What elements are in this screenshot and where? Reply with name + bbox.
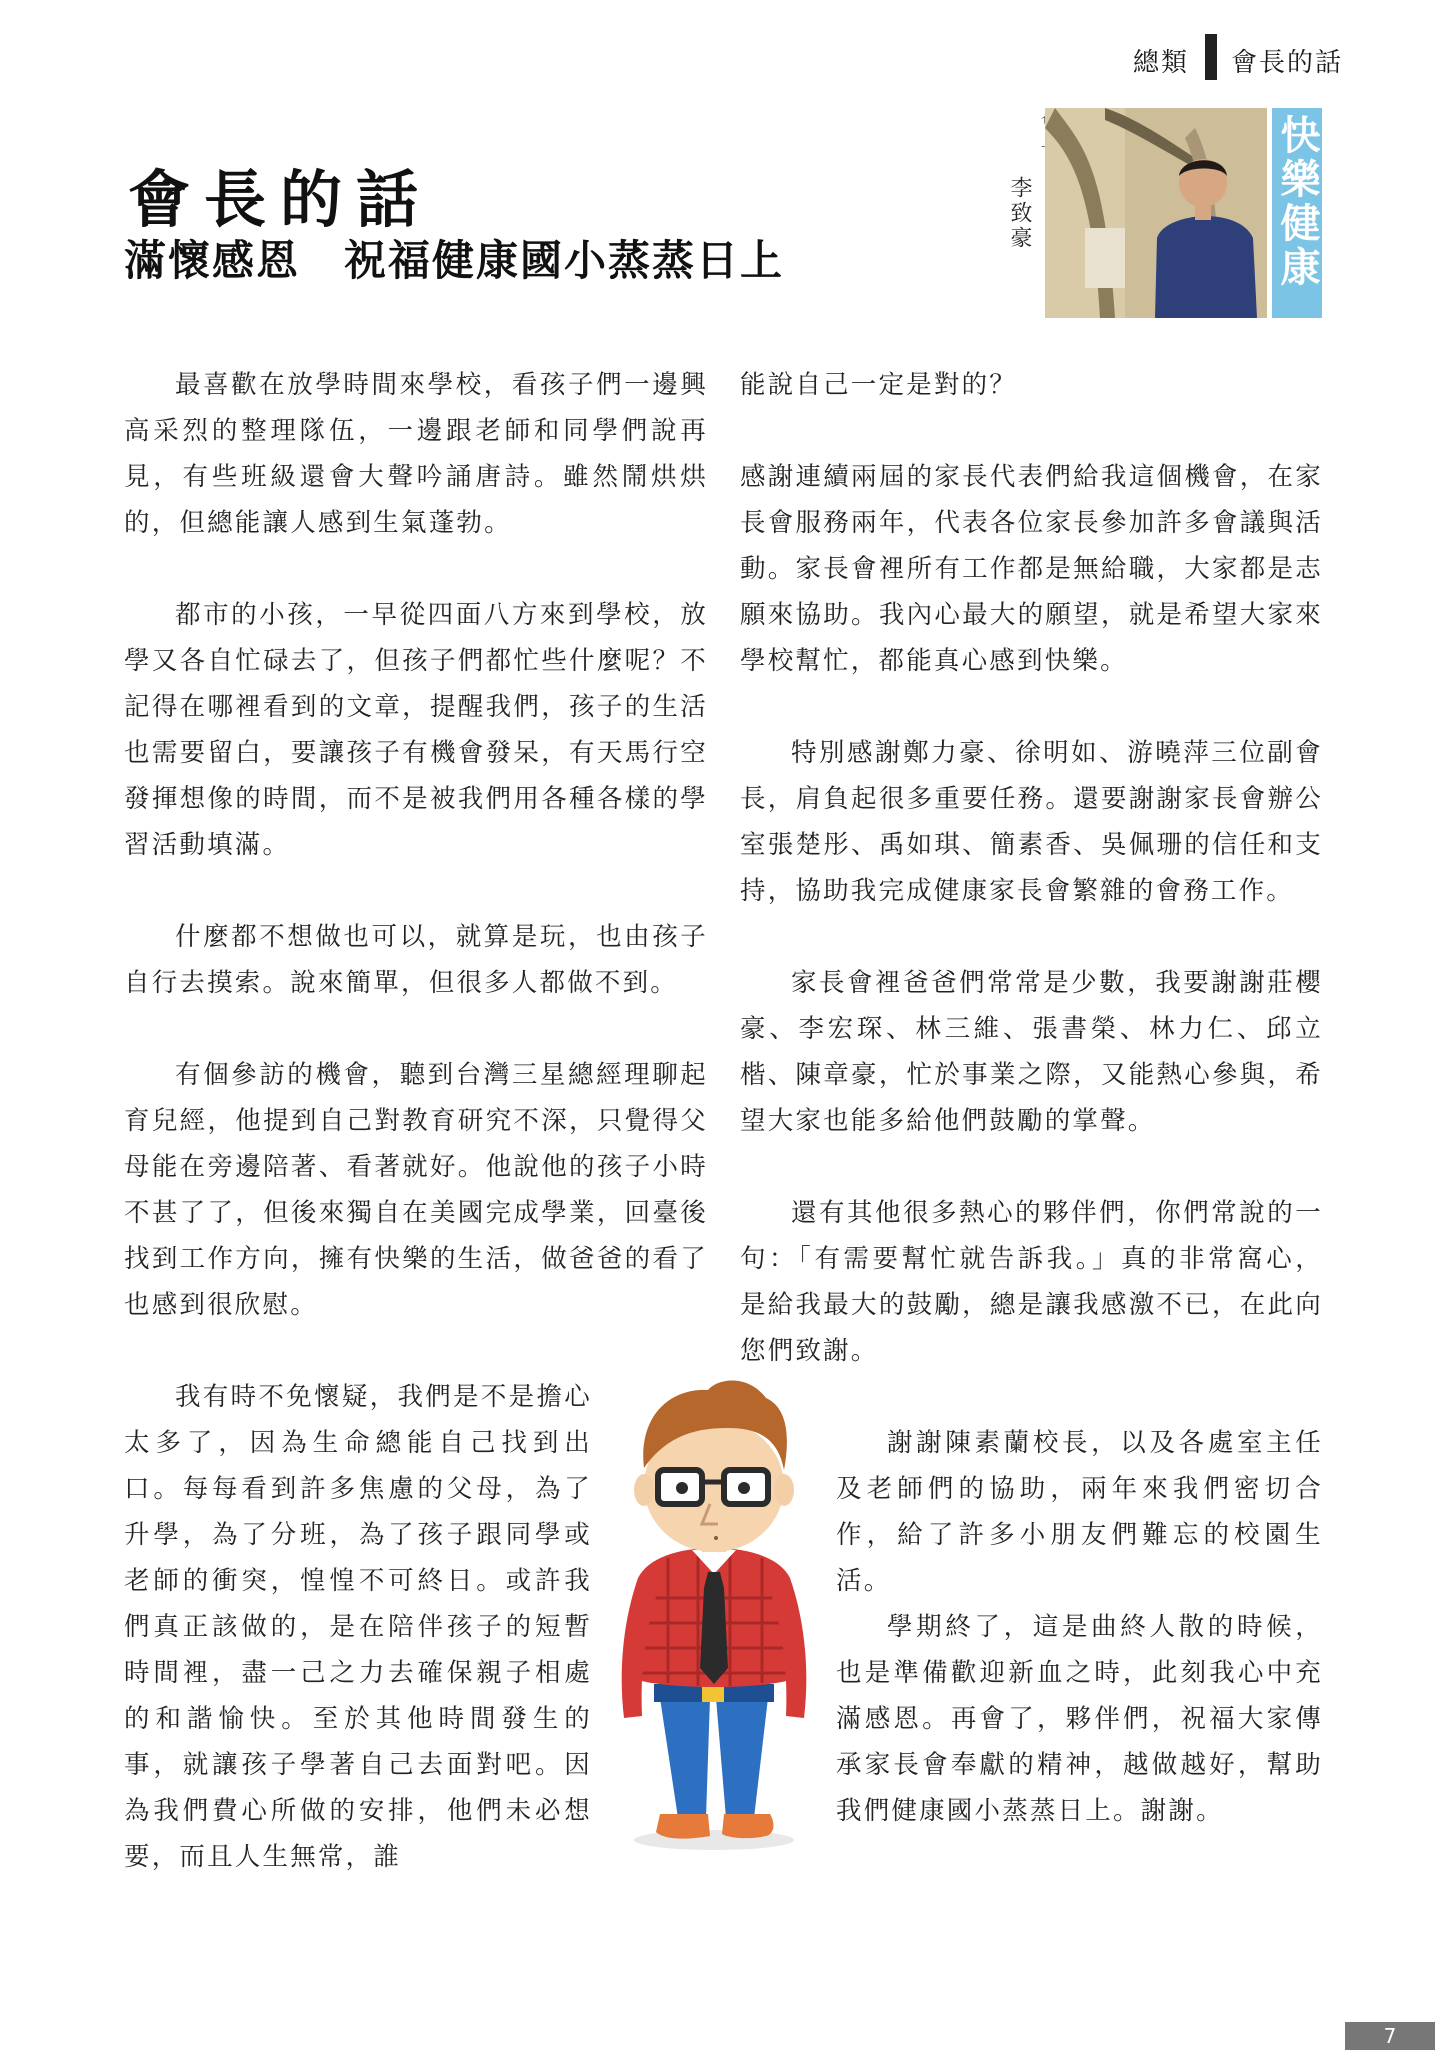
left-paragraph-2: 都市的小孩，一早從四面八方來到學校，放學又各自忙碌去了，但孩子們都忙些什麼呢？不記得在哪裡看到的文章，提醒我們，孩子的生活也需要留白，要讓孩子有機會發呆，有天馬行空發揮想像的時間，而不是被我們用各種各樣的學習活動填滿。 [124,600,708,860]
left-paragraph-5: 我有時不免懷疑，我們是不是擔心太多了，因為生命總能自己找到出口。每每看到許多焦慮的父母，為了升學，為了分班，為了孩子跟同學或老師的衝突，惶惶不可終日。或許我們真正該做的，是在陪伴孩子的短暫時間裡，盡一己之力去確保親子相處的和諧愉快。至於其他時間發生的事，就讓孩子學著自己去面對吧。因為我們費心所做的安排，他們未必想要，而且人生無常，誰 [124,1382,592,1872]
header-divider-bar [1205,34,1217,80]
author-name: 李致豪 [1007,176,1032,251]
right-paragraph-4: 家長會裡爸爸們常常是少數，我要謝謝莊櫻豪、李宏琛、林三維、張書榮、林力仁、邱立楷、陳章豪，忙於事業之際，又能熱心參與，希望大家也能多給他們鼓勵的掌聲。 [740,968,1323,1136]
left-paragraph-4: 有個參訪的機會，聽到台灣三星總經理聊起育兒經，他提到自己對教育研究不深，只覺得父母能在旁邊陪著、看著就好。他說他的孩子小時不甚了了，但後來獨自在美國完成學業，回臺後找到工作方向，擁有快樂的生活，做爸爸的看了也感到很欣慰。 [124,1060,708,1320]
left-paragraph-3: 什麼都不想做也可以，就算是玩，也由孩子自行去摸索。說來簡單，但很多人都做不到。 [124,922,708,998]
right-paragraph-6: 謝謝陳素蘭校長，以及各處室主任及老師們的協助，兩年來我們密切合作，給了許多小朋友們難忘的校園生活。 [836,1428,1323,1596]
right-paragraph-5: 還有其他很多熱心的夥伴們，你們常說的一句：「有需要幫忙就告訴我。」真的非常窩心，是給我最大的鼓勵，總是讓我感激不已，在此向您們致謝。 [740,1198,1323,1366]
page-title: 會長的話 [128,163,433,236]
right-paragraph-7: 學期終了，這是曲終人散的時候，也是準備歡迎新血之時，此刻我心中充滿感恩。再會了，夥伴們，祝福大家傳承家長會奉獻的精神，越做越好，幫助我們健康國小蒸蒸日上。謝謝。 [836,1612,1323,1826]
author-photo [1045,108,1267,318]
brand-banner [1272,108,1322,318]
left-paragraph-1: 最喜歡在放學時間來學校，看孩子們一邊興高采烈的整理隊伍，一邊跟老師和同學們說再見，有些班級還會大聲吟誦唐詩。雖然鬧烘烘的，但總能讓人感到生氣蓬勃。 [124,370,708,538]
page-subtitle: 滿懷感恩 祝福健康國小蒸蒸日上 [124,236,785,285]
running-header [1133,40,1343,80]
author-byline [1005,110,1045,251]
right-paragraph-2: 感謝連續兩屆的家長代表們給我這個機會，在家長會服務兩年，代表各位家長參加許多會議與活動。家長會裡所有工作都是無給職，大家都是志願來協助。我內心最大的願望，就是希望大家來學校幫忙，都能真心感到快樂。 [740,462,1323,676]
right-paragraph-1: 能說自己一定是對的？ [740,370,1018,400]
brand-text: 快樂健康 [1274,114,1321,290]
header-category: 總類 [1132,47,1189,78]
right-paragraph-3: 特別感謝鄭力豪、徐明如、游曉萍三位副會長，肩負起很多重要任務。還要謝謝家長會辦公室張楚彤、禹如琪、簡素香、吳佩珊的信任和支持，協助我完成健康家長會繁雜的會務工作。 [740,738,1323,906]
cartoon-illustration [598,1378,830,1854]
page-number: 7 [1345,2022,1435,2050]
header-section: 會長的話 [1230,47,1343,78]
